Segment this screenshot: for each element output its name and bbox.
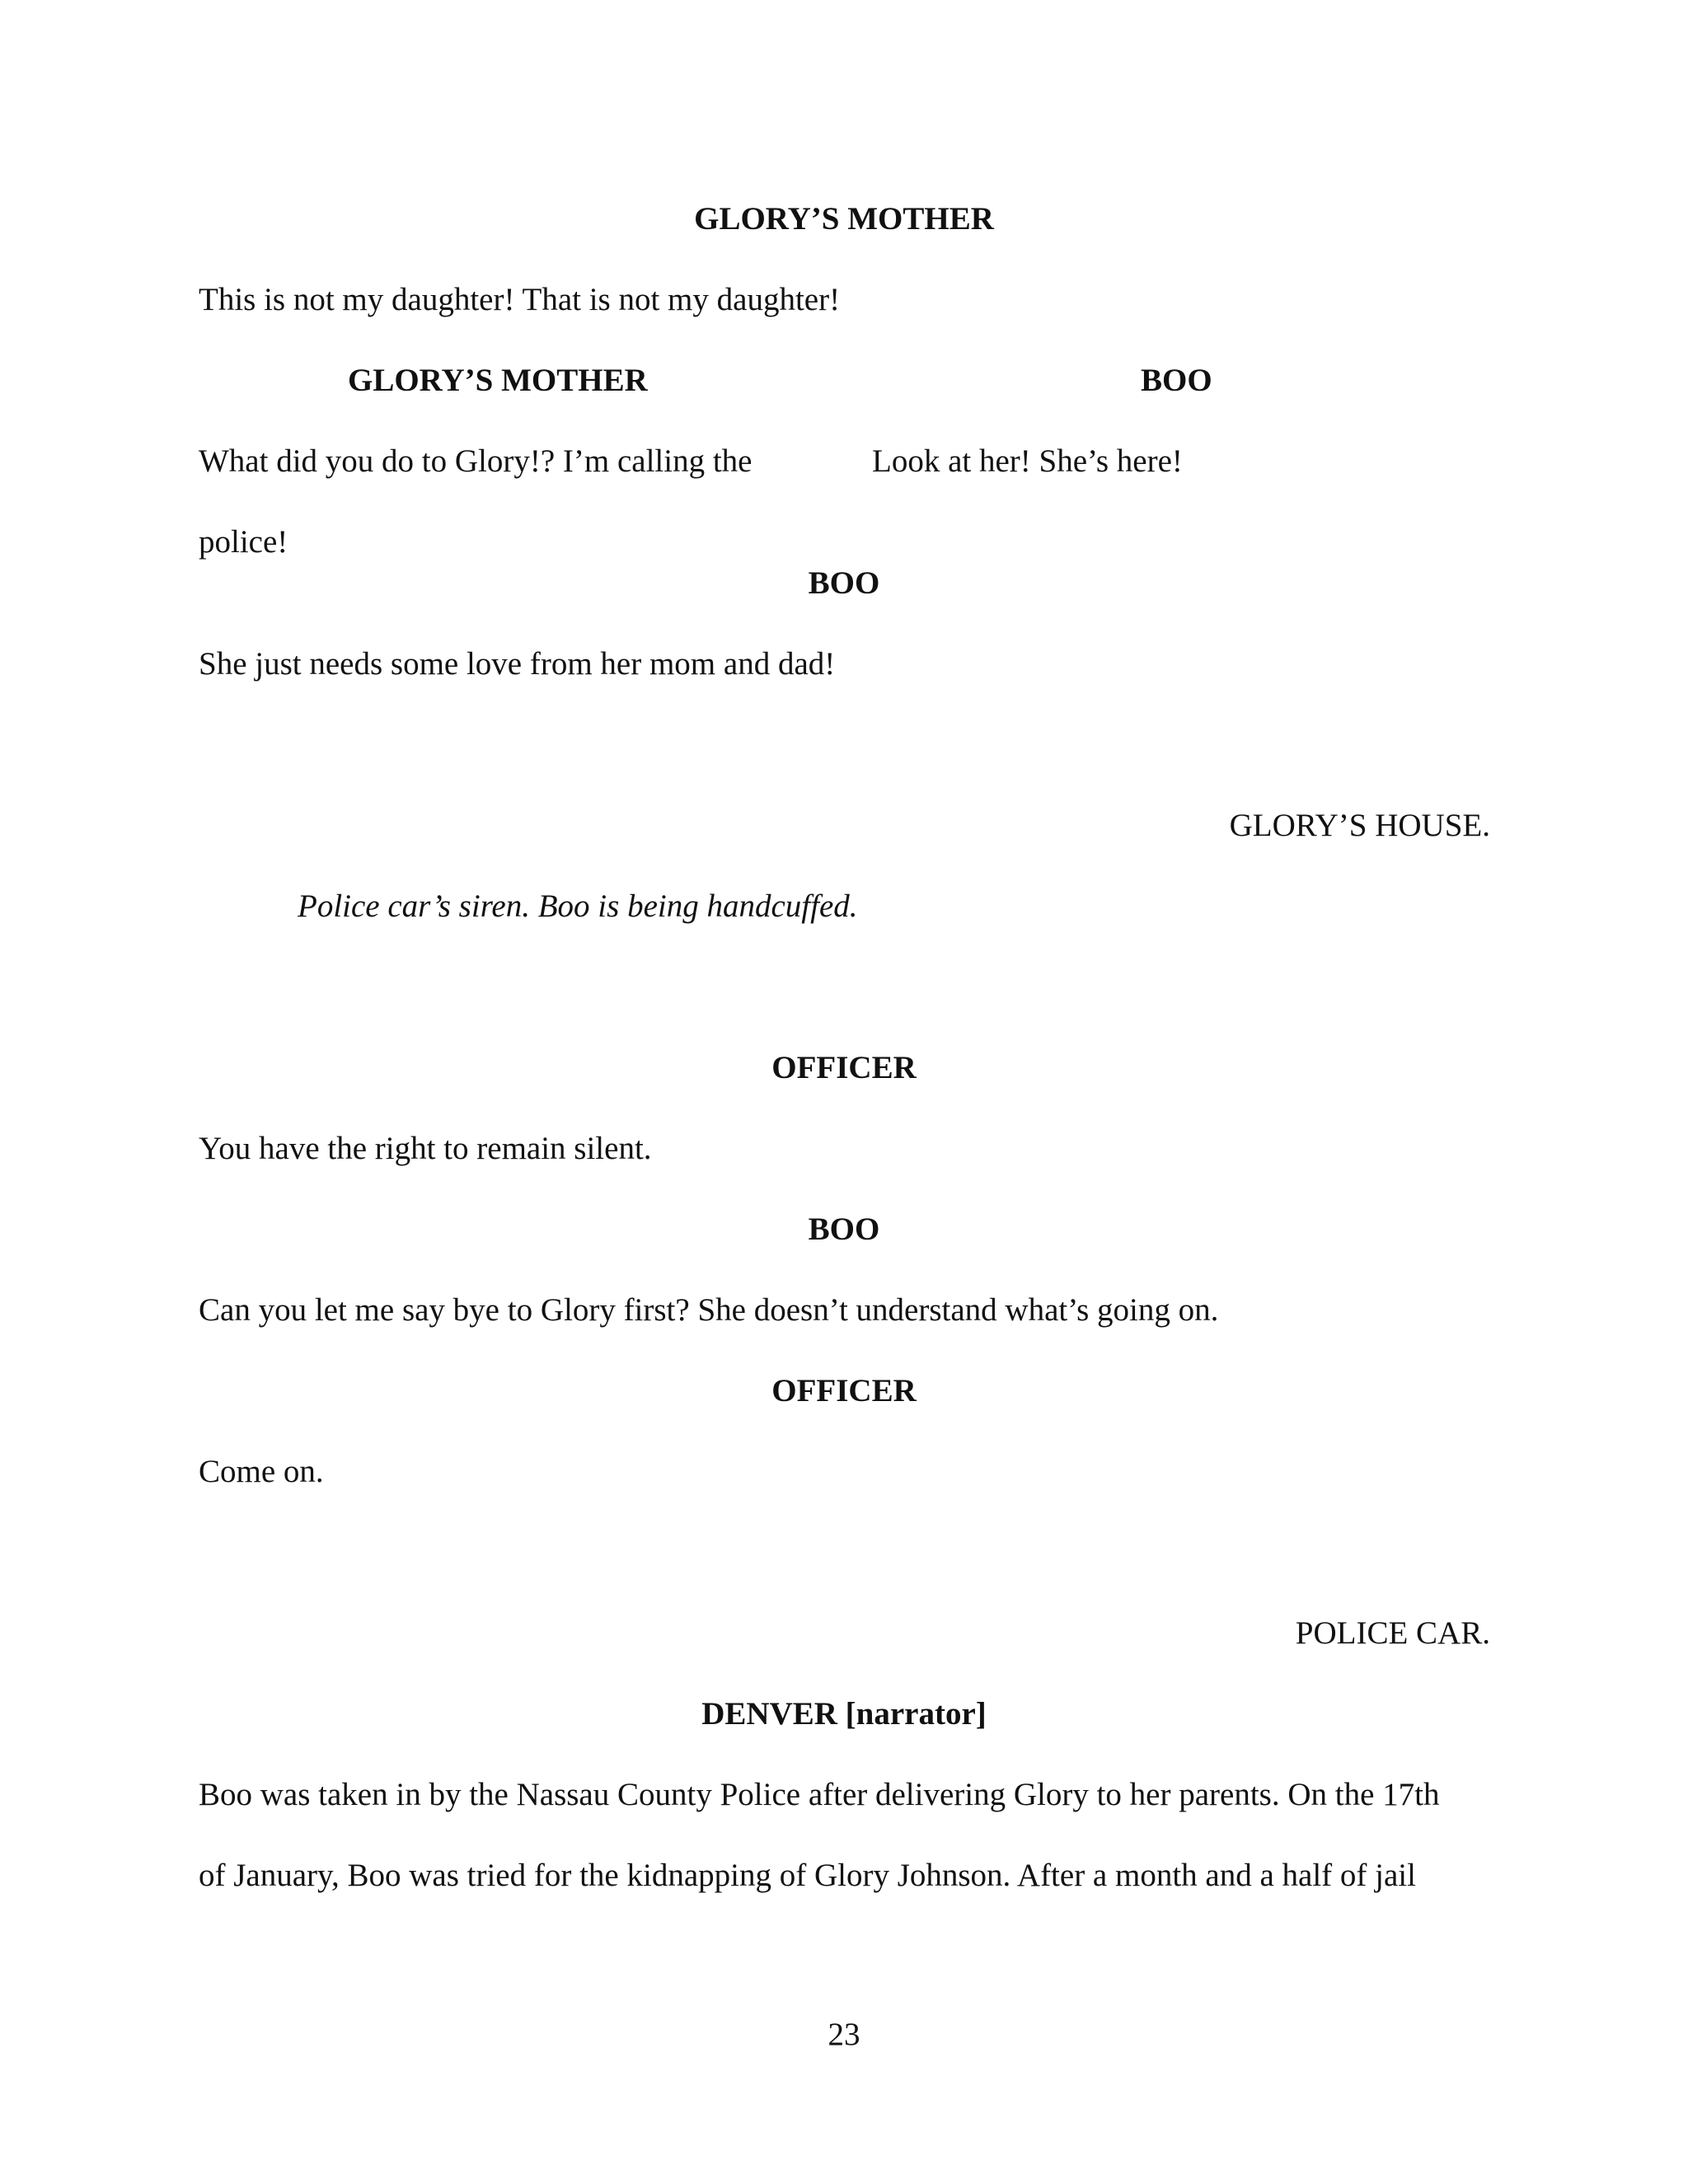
dialogue-line-right: Look at her! She’s here! bbox=[872, 443, 1183, 479]
dialogue-line: Can you let me say bye to Glory first? She doesn’t understand what’s going on. bbox=[199, 1292, 1219, 1328]
character-name: GLORY’S MOTHER bbox=[694, 201, 994, 237]
character-name-left: GLORY’S MOTHER bbox=[348, 363, 648, 398]
character-name: DENVER [narrator] bbox=[701, 1696, 987, 1732]
scene-heading: POLICE CAR. bbox=[1295, 1615, 1490, 1651]
stage-direction: Police car’s siren. Boo is being handcuffed. bbox=[298, 888, 858, 924]
character-name: OFFICER bbox=[771, 1050, 917, 1085]
character-name: BOO bbox=[808, 1212, 880, 1247]
dialogue-line: She just needs some love from her mom and dad! bbox=[199, 646, 836, 682]
narration-line: of January, Boo was tried for the kidnapping of Glory Johnson. After a month and a half of jail bbox=[199, 1858, 1416, 1893]
character-name: BOO bbox=[808, 565, 880, 601]
dialogue-line-left: police! bbox=[199, 524, 288, 560]
character-name: OFFICER bbox=[771, 1373, 917, 1408]
page-number: 23 bbox=[828, 2017, 860, 2052]
scene-heading: GLORY’S HOUSE. bbox=[1229, 808, 1490, 843]
dialogue-line-left: What did you do to Glory!? I’m calling the bbox=[199, 443, 753, 479]
dialogue-line: Come on. bbox=[199, 1454, 324, 1489]
narration-line: Boo was taken in by the Nassau County Police after delivering Glory to her parents. On the 17th bbox=[199, 1777, 1440, 1812]
dialogue-line: You have the right to remain silent. bbox=[199, 1131, 652, 1166]
dialogue-line: This is not my daughter! That is not my daughter! bbox=[199, 282, 841, 317]
character-name-right: BOO bbox=[1141, 363, 1212, 398]
